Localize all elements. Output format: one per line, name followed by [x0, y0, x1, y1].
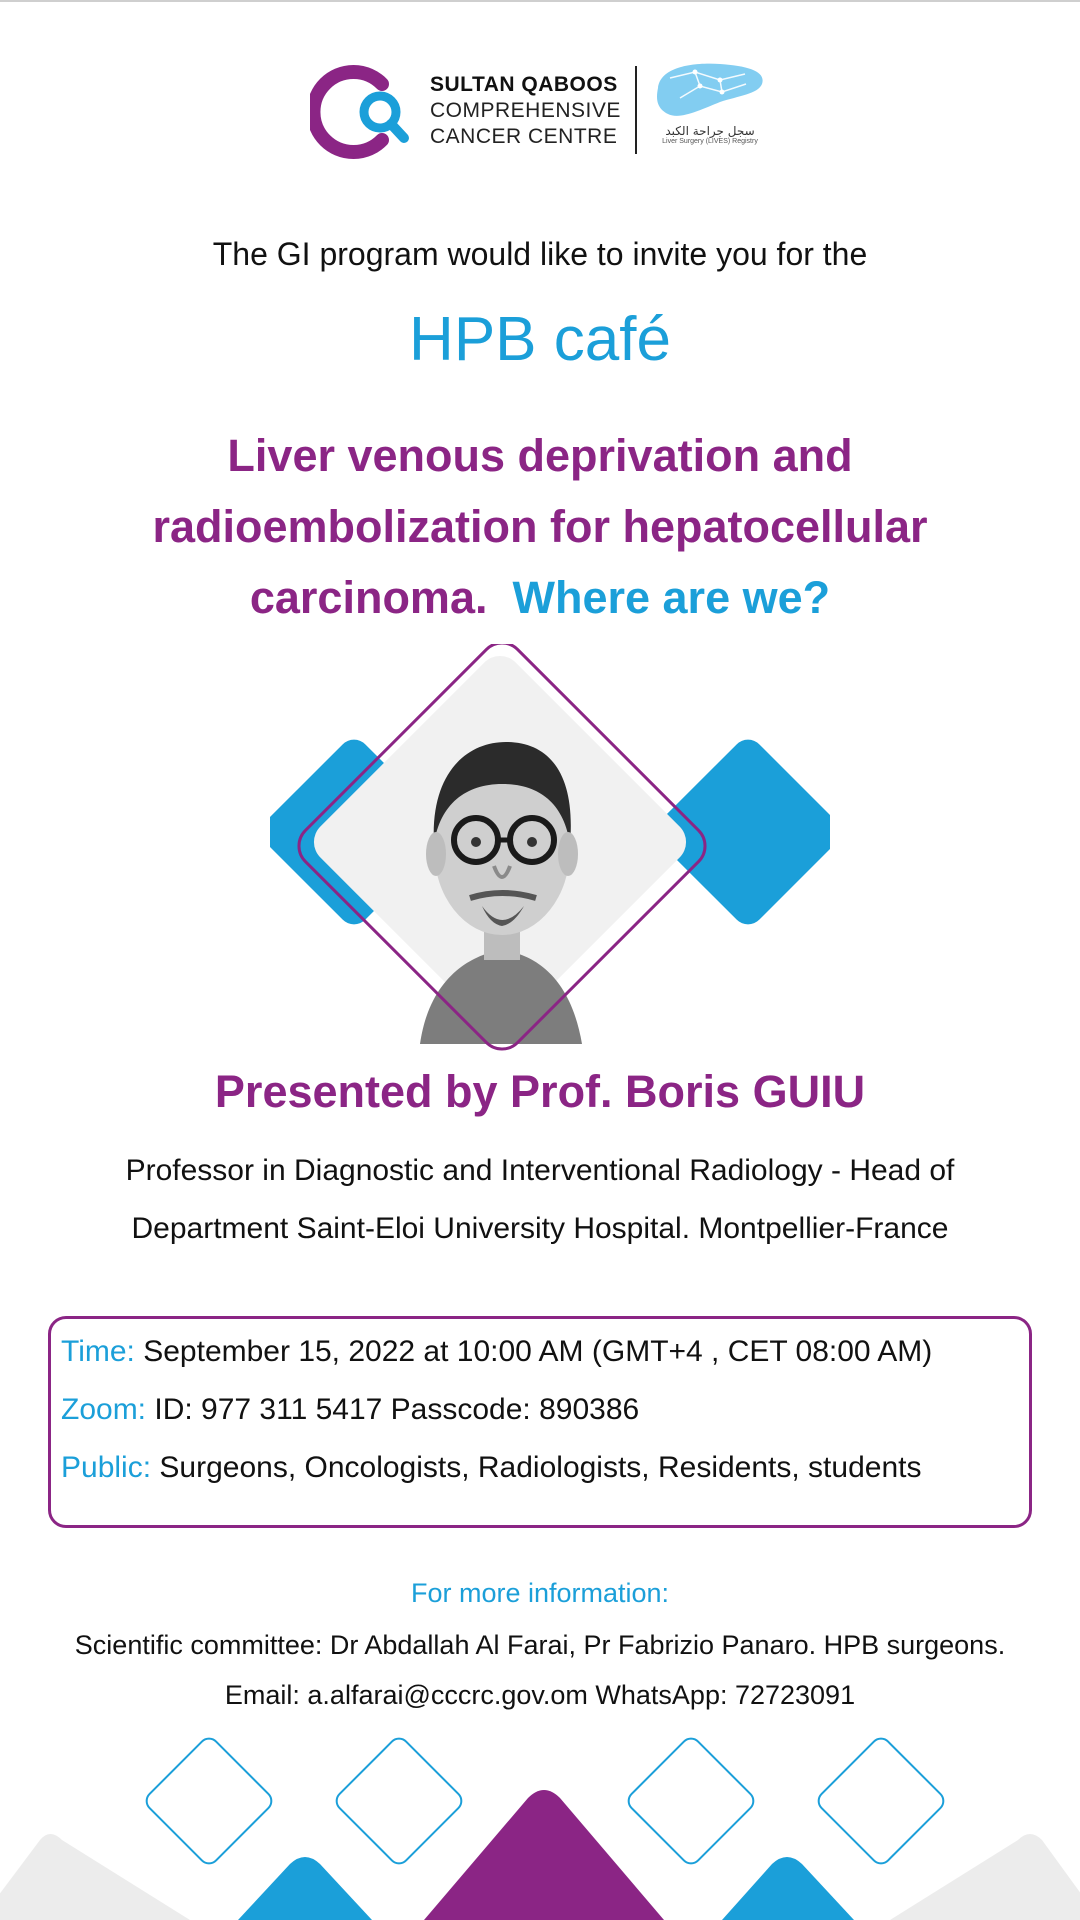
bio-line-2: Department Saint-Eloi University Hospital. Montpellier-France	[131, 1212, 949, 1245]
left-gray-shape	[0, 1834, 190, 1920]
title-line-3	[0, 562, 1080, 633]
sqcc-wordmark	[430, 72, 621, 150]
liver-registry-icon	[650, 58, 770, 128]
title-line-1: Liver venous deprivation and	[227, 430, 853, 481]
zoom-label: Zoom:	[61, 1393, 147, 1426]
center-purple-shape	[424, 1790, 664, 1920]
event-name: HPB café	[409, 305, 671, 374]
bio-line-1: Professor in Diagnostic and Interventional Radiology - Head of	[125, 1154, 955, 1187]
title-line-3-main: carcinoma.	[249, 572, 488, 623]
footer-decoration	[0, 1730, 1080, 1920]
outline-diamond-2	[333, 1735, 466, 1868]
public-label: Public:	[61, 1451, 152, 1484]
registry-caption: Liver Surgery (LIVES) Registry	[662, 138, 758, 145]
header-logos	[310, 62, 770, 162]
logo-line-1: SULTAN QABOOS	[430, 73, 618, 96]
speaker-diamond-graphic	[270, 644, 830, 1064]
public-row	[61, 1451, 921, 1485]
presenter-name: Presented by Prof. Boris GUIU	[214, 1066, 866, 1117]
time-value: September 15, 2022 at 10:00 AM (GMT+4 , CET 08:00 AM)	[143, 1335, 933, 1368]
time-row	[61, 1335, 932, 1369]
title-line-2: radioembolization for hepatocellular	[152, 501, 928, 552]
talk-title	[0, 420, 1080, 633]
outline-diamond-1	[143, 1735, 276, 1868]
zoom-row	[61, 1393, 639, 1427]
invite-text: The GI program would like to invite you for the	[212, 236, 868, 272]
outline-diamond-4	[815, 1735, 948, 1868]
outline-diamond-3	[625, 1735, 758, 1868]
logo-line-2: COMPREHENSIVE	[430, 99, 621, 122]
right-gray-shape	[890, 1834, 1080, 1920]
left-blue-shape	[238, 1857, 372, 1920]
logo-line-3: CANCER CENTRE	[430, 125, 618, 148]
event-details-box	[48, 1316, 1032, 1528]
scientific-committee: Scientific committee: Dr Abdallah Al Farai, Pr Fabrizio Panaro. HPB surgeons.	[74, 1630, 1006, 1660]
logo-divider	[635, 66, 637, 154]
public-value: Surgeons, Oncologists, Radiologists, Residents, students	[159, 1451, 922, 1484]
registry-arabic-name: سجل جراحة الكبد	[665, 124, 755, 138]
contact-info[interactable]: Email: a.alfarai@cccrc.gov.om WhatsApp: 72723091	[224, 1680, 856, 1710]
right-blue-shape	[722, 1857, 854, 1920]
zoom-value[interactable]: ID: 977 311 5417 Passcode: 890386	[154, 1393, 640, 1426]
presenter-bio	[0, 1142, 1080, 1258]
time-label: Time:	[61, 1335, 135, 1368]
title-accent: Where are we?	[512, 572, 831, 623]
more-info-heading: For more information:	[410, 1578, 670, 1608]
top-border	[0, 0, 1080, 2]
sqcc-logo-icon	[310, 62, 420, 162]
